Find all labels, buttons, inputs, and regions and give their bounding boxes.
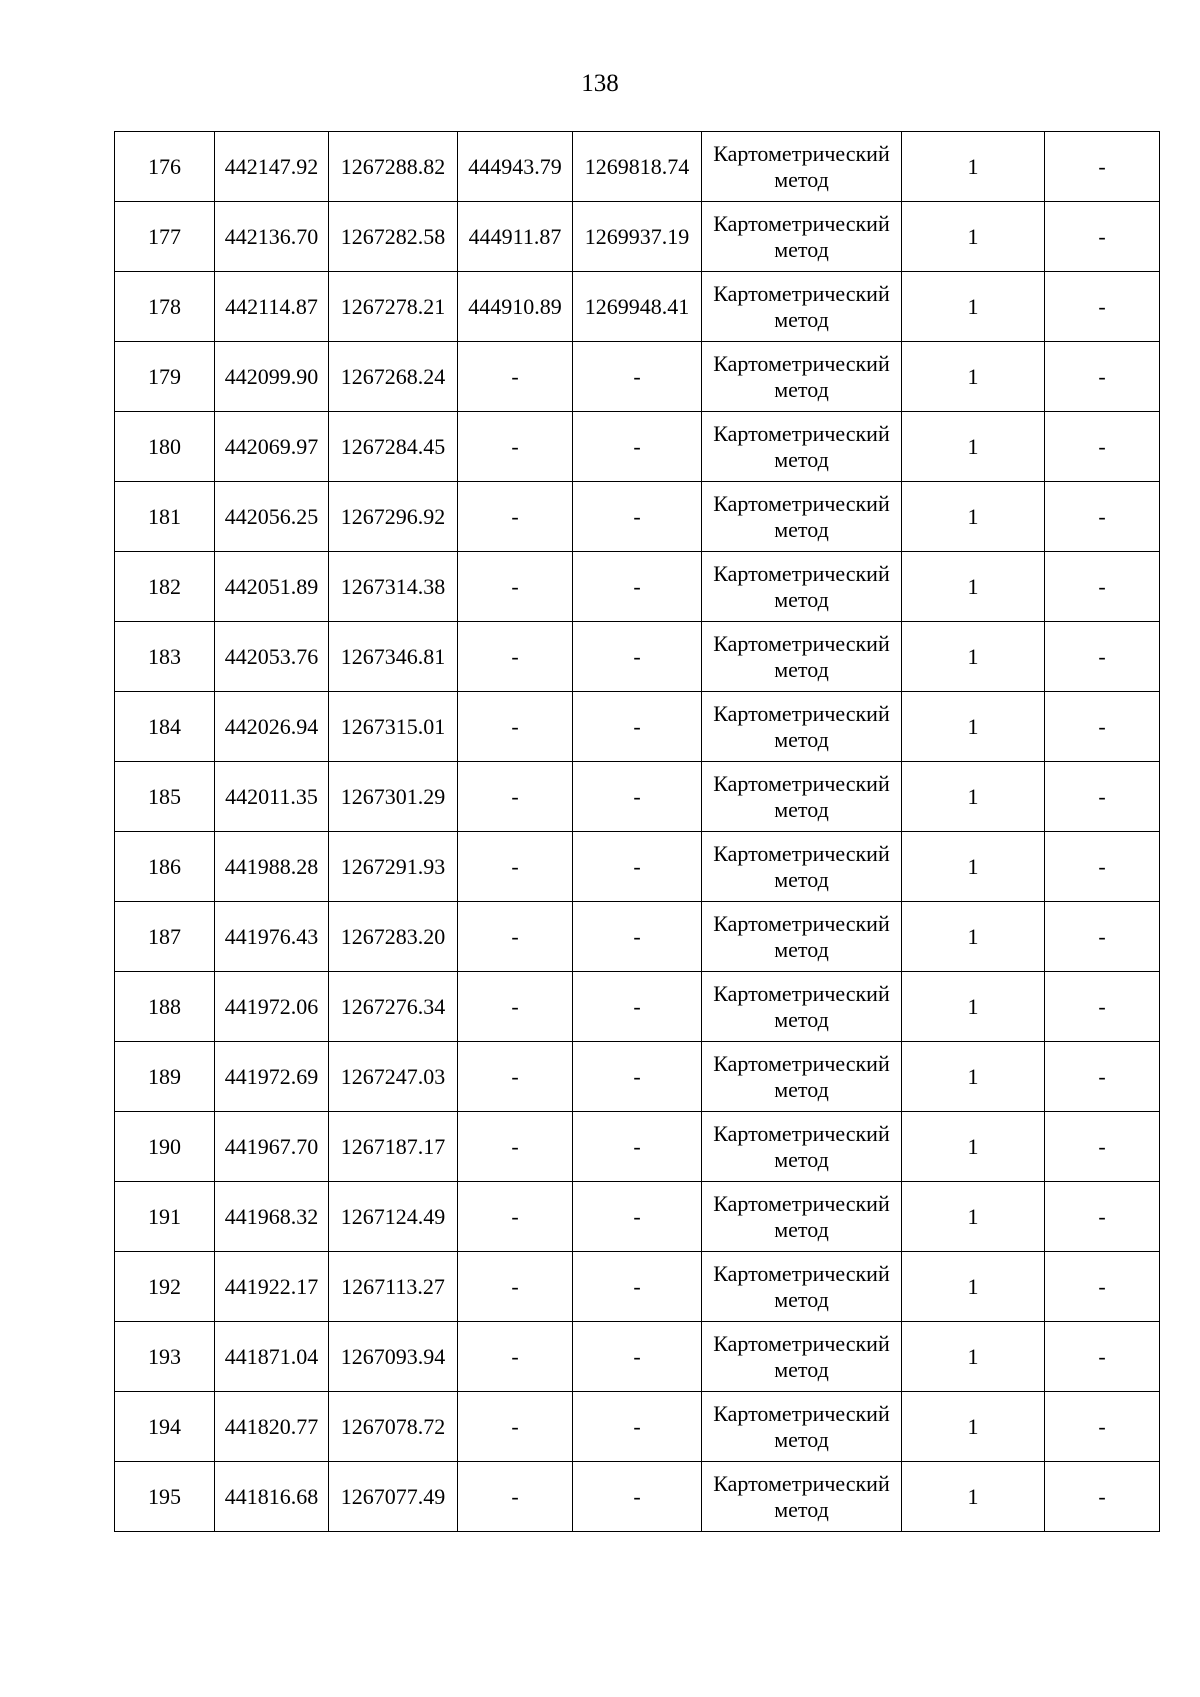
accuracy-cell: 1 [902, 972, 1045, 1042]
y2-coordinate-cell: - [573, 1322, 702, 1392]
note-cell: - [1045, 482, 1160, 552]
x2-coordinate-cell: - [458, 1112, 573, 1182]
y2-coordinate-cell: - [573, 1462, 702, 1532]
x-coordinate-cell: 442053.76 [215, 622, 329, 692]
x-coordinate-cell: 441968.32 [215, 1182, 329, 1252]
method-line-1: Картометрический [713, 560, 890, 586]
method-line-2: метод [774, 306, 829, 332]
table-row [115, 1322, 1160, 1392]
table-body [115, 132, 1160, 1532]
table-row [115, 762, 1160, 832]
page-number: 138 [581, 70, 619, 97]
method-line-2: метод [774, 1006, 829, 1032]
x2-coordinate-cell: - [458, 1252, 573, 1322]
accuracy-cell: 1 [902, 272, 1045, 342]
method-line-2: метод [774, 1356, 829, 1382]
method-line-1: Картометрический [713, 1120, 890, 1146]
coordinates-table [114, 131, 1160, 1532]
point-number-cell: 182 [115, 552, 215, 622]
x-coordinate-cell: 442026.94 [215, 692, 329, 762]
table-row [115, 412, 1160, 482]
method-cell [702, 1252, 902, 1322]
y2-coordinate-cell: - [573, 692, 702, 762]
method-cell [702, 1392, 902, 1462]
table-row [115, 972, 1160, 1042]
x2-coordinate-cell: - [458, 902, 573, 972]
y-coordinate-cell: 1267296.92 [329, 482, 458, 552]
x-coordinate-cell: 442114.87 [215, 272, 329, 342]
method-line-1: Картометрический [713, 630, 890, 656]
method-line-2: метод [774, 1426, 829, 1452]
x2-coordinate-cell: - [458, 622, 573, 692]
table-row [115, 482, 1160, 552]
table-row [115, 132, 1160, 202]
point-number-cell: 195 [115, 1462, 215, 1532]
method-line-1: Картометрический [713, 980, 890, 1006]
x2-coordinate-cell: - [458, 342, 573, 412]
method-cell [702, 342, 902, 412]
method-line-2: метод [774, 1146, 829, 1172]
point-number-cell: 188 [115, 972, 215, 1042]
method-line-2: метод [774, 236, 829, 262]
method-cell [702, 1042, 902, 1112]
method-line-2: метод [774, 586, 829, 612]
x2-coordinate-cell: - [458, 552, 573, 622]
y2-coordinate-cell: - [573, 1182, 702, 1252]
y2-coordinate-cell: - [573, 1392, 702, 1462]
table-row [115, 1392, 1160, 1462]
y-coordinate-cell: 1267077.49 [329, 1462, 458, 1532]
y-coordinate-cell: 1267078.72 [329, 1392, 458, 1462]
table-row [115, 1042, 1160, 1112]
note-cell: - [1045, 762, 1160, 832]
method-line-2: метод [774, 1286, 829, 1312]
note-cell: - [1045, 202, 1160, 272]
method-line-1: Картометрический [713, 420, 890, 446]
note-cell: - [1045, 1252, 1160, 1322]
method-line-1: Картометрический [713, 280, 890, 306]
note-cell: - [1045, 1322, 1160, 1392]
y2-coordinate-cell: - [573, 762, 702, 832]
y-coordinate-cell: 1267187.17 [329, 1112, 458, 1182]
table-row [115, 272, 1160, 342]
method-line-2: метод [774, 446, 829, 472]
x2-coordinate-cell: 444911.87 [458, 202, 573, 272]
x2-coordinate-cell: - [458, 762, 573, 832]
method-cell [702, 272, 902, 342]
accuracy-cell: 1 [902, 1252, 1045, 1322]
point-number-cell: 187 [115, 902, 215, 972]
method-line-2: метод [774, 936, 829, 962]
table-row [115, 902, 1160, 972]
x2-coordinate-cell: - [458, 1042, 573, 1112]
x-coordinate-cell: 441871.04 [215, 1322, 329, 1392]
y-coordinate-cell: 1267314.38 [329, 552, 458, 622]
method-line-1: Картометрический [713, 1470, 890, 1496]
y-coordinate-cell: 1267346.81 [329, 622, 458, 692]
method-cell [702, 762, 902, 832]
accuracy-cell: 1 [902, 412, 1045, 482]
note-cell: - [1045, 132, 1160, 202]
note-cell: - [1045, 832, 1160, 902]
table-row [115, 692, 1160, 762]
point-number-cell: 190 [115, 1112, 215, 1182]
x2-coordinate-cell: - [458, 1392, 573, 1462]
method-line-1: Картометрический [713, 700, 890, 726]
point-number-cell: 186 [115, 832, 215, 902]
note-cell: - [1045, 1042, 1160, 1112]
x-coordinate-cell: 441816.68 [215, 1462, 329, 1532]
point-number-cell: 184 [115, 692, 215, 762]
note-cell: - [1045, 692, 1160, 762]
x2-coordinate-cell: - [458, 1182, 573, 1252]
y2-coordinate-cell: - [573, 1252, 702, 1322]
y-coordinate-cell: 1267301.29 [329, 762, 458, 832]
accuracy-cell: 1 [902, 132, 1045, 202]
y2-coordinate-cell: - [573, 552, 702, 622]
accuracy-cell: 1 [902, 1462, 1045, 1532]
x2-coordinate-cell: - [458, 692, 573, 762]
note-cell: - [1045, 972, 1160, 1042]
accuracy-cell: 1 [902, 902, 1045, 972]
y-coordinate-cell: 1267276.34 [329, 972, 458, 1042]
y2-coordinate-cell: - [573, 902, 702, 972]
y2-coordinate-cell: - [573, 832, 702, 902]
x-coordinate-cell: 442069.97 [215, 412, 329, 482]
y-coordinate-cell: 1267284.45 [329, 412, 458, 482]
table-row [115, 552, 1160, 622]
x2-coordinate-cell: 444910.89 [458, 272, 573, 342]
y-coordinate-cell: 1267288.82 [329, 132, 458, 202]
table-row [115, 1182, 1160, 1252]
y2-coordinate-cell: - [573, 482, 702, 552]
x-coordinate-cell: 442099.90 [215, 342, 329, 412]
y2-coordinate-cell: 1269937.19 [573, 202, 702, 272]
method-line-2: метод [774, 1496, 829, 1522]
x-coordinate-cell: 442056.25 [215, 482, 329, 552]
point-number-cell: 180 [115, 412, 215, 482]
method-line-1: Картометрический [713, 910, 890, 936]
y2-coordinate-cell: 1269818.74 [573, 132, 702, 202]
y-coordinate-cell: 1267315.01 [329, 692, 458, 762]
accuracy-cell: 1 [902, 1112, 1045, 1182]
x-coordinate-cell: 441972.06 [215, 972, 329, 1042]
method-line-2: метод [774, 1216, 829, 1242]
table-row [115, 1112, 1160, 1182]
x-coordinate-cell: 441820.77 [215, 1392, 329, 1462]
method-cell [702, 902, 902, 972]
method-cell [702, 412, 902, 482]
point-number-cell: 183 [115, 622, 215, 692]
y-coordinate-cell: 1267093.94 [329, 1322, 458, 1392]
y2-coordinate-cell: - [573, 412, 702, 482]
x2-coordinate-cell: 444943.79 [458, 132, 573, 202]
x-coordinate-cell: 441967.70 [215, 1112, 329, 1182]
y-coordinate-cell: 1267124.49 [329, 1182, 458, 1252]
accuracy-cell: 1 [902, 342, 1045, 412]
method-line-1: Картометрический [713, 140, 890, 166]
method-line-1: Картометрический [713, 840, 890, 866]
table-row [115, 1462, 1160, 1532]
x-coordinate-cell: 442136.70 [215, 202, 329, 272]
x-coordinate-cell: 441976.43 [215, 902, 329, 972]
method-line-2: метод [774, 866, 829, 892]
accuracy-cell: 1 [902, 482, 1045, 552]
point-number-cell: 192 [115, 1252, 215, 1322]
note-cell: - [1045, 272, 1160, 342]
point-number-cell: 177 [115, 202, 215, 272]
method-cell [702, 622, 902, 692]
x-coordinate-cell: 441988.28 [215, 832, 329, 902]
y2-coordinate-cell: - [573, 1112, 702, 1182]
y2-coordinate-cell: - [573, 622, 702, 692]
point-number-cell: 193 [115, 1322, 215, 1392]
method-line-1: Картометрический [713, 1050, 890, 1076]
method-line-1: Картометрический [713, 770, 890, 796]
method-line-1: Картометрический [713, 1190, 890, 1216]
table-row [115, 622, 1160, 692]
x-coordinate-cell: 442147.92 [215, 132, 329, 202]
accuracy-cell: 1 [902, 1392, 1045, 1462]
point-number-cell: 176 [115, 132, 215, 202]
method-line-2: метод [774, 516, 829, 542]
method-cell [702, 552, 902, 622]
y-coordinate-cell: 1267282.58 [329, 202, 458, 272]
accuracy-cell: 1 [902, 1042, 1045, 1112]
method-line-2: метод [774, 726, 829, 752]
method-line-1: Картометрический [713, 350, 890, 376]
table-row [115, 832, 1160, 902]
note-cell: - [1045, 552, 1160, 622]
method-line-1: Картометрический [713, 210, 890, 236]
method-cell [702, 1462, 902, 1532]
point-number-cell: 194 [115, 1392, 215, 1462]
table-row [115, 342, 1160, 412]
accuracy-cell: 1 [902, 692, 1045, 762]
method-line-2: метод [774, 656, 829, 682]
point-number-cell: 191 [115, 1182, 215, 1252]
method-cell [702, 482, 902, 552]
method-line-2: метод [774, 796, 829, 822]
method-cell [702, 1182, 902, 1252]
accuracy-cell: 1 [902, 552, 1045, 622]
note-cell: - [1045, 1112, 1160, 1182]
method-cell [702, 202, 902, 272]
accuracy-cell: 1 [902, 1322, 1045, 1392]
note-cell: - [1045, 342, 1160, 412]
note-cell: - [1045, 622, 1160, 692]
method-line-1: Картометрический [713, 490, 890, 516]
note-cell: - [1045, 1392, 1160, 1462]
method-line-2: метод [774, 166, 829, 192]
y-coordinate-cell: 1267113.27 [329, 1252, 458, 1322]
accuracy-cell: 1 [902, 762, 1045, 832]
point-number-cell: 185 [115, 762, 215, 832]
accuracy-cell: 1 [902, 622, 1045, 692]
method-line-2: метод [774, 376, 829, 402]
accuracy-cell: 1 [902, 832, 1045, 902]
method-cell [702, 692, 902, 762]
x2-coordinate-cell: - [458, 832, 573, 902]
method-line-1: Картометрический [713, 1330, 890, 1356]
accuracy-cell: 1 [902, 1182, 1045, 1252]
table-row [115, 202, 1160, 272]
y2-coordinate-cell: - [573, 1042, 702, 1112]
method-line-2: метод [774, 1076, 829, 1102]
x2-coordinate-cell: - [458, 482, 573, 552]
method-cell [702, 972, 902, 1042]
x2-coordinate-cell: - [458, 972, 573, 1042]
method-line-1: Картометрический [713, 1400, 890, 1426]
y2-coordinate-cell: - [573, 972, 702, 1042]
point-number-cell: 181 [115, 482, 215, 552]
method-cell [702, 1322, 902, 1392]
point-number-cell: 178 [115, 272, 215, 342]
y2-coordinate-cell: - [573, 342, 702, 412]
point-number-cell: 179 [115, 342, 215, 412]
x-coordinate-cell: 442011.35 [215, 762, 329, 832]
accuracy-cell: 1 [902, 202, 1045, 272]
y-coordinate-cell: 1267278.21 [329, 272, 458, 342]
note-cell: - [1045, 1462, 1160, 1532]
method-line-1: Картометрический [713, 1260, 890, 1286]
x2-coordinate-cell: - [458, 1462, 573, 1532]
y-coordinate-cell: 1267291.93 [329, 832, 458, 902]
y-coordinate-cell: 1267247.03 [329, 1042, 458, 1112]
note-cell: - [1045, 1182, 1160, 1252]
y-coordinate-cell: 1267268.24 [329, 342, 458, 412]
table-row [115, 1252, 1160, 1322]
point-number-cell: 189 [115, 1042, 215, 1112]
y2-coordinate-cell: 1269948.41 [573, 272, 702, 342]
x2-coordinate-cell: - [458, 1322, 573, 1392]
method-cell [702, 1112, 902, 1182]
y-coordinate-cell: 1267283.20 [329, 902, 458, 972]
method-cell [702, 132, 902, 202]
method-cell [702, 832, 902, 902]
note-cell: - [1045, 902, 1160, 972]
x2-coordinate-cell: - [458, 412, 573, 482]
x-coordinate-cell: 441972.69 [215, 1042, 329, 1112]
x-coordinate-cell: 442051.89 [215, 552, 329, 622]
note-cell: - [1045, 412, 1160, 482]
x-coordinate-cell: 441922.17 [215, 1252, 329, 1322]
